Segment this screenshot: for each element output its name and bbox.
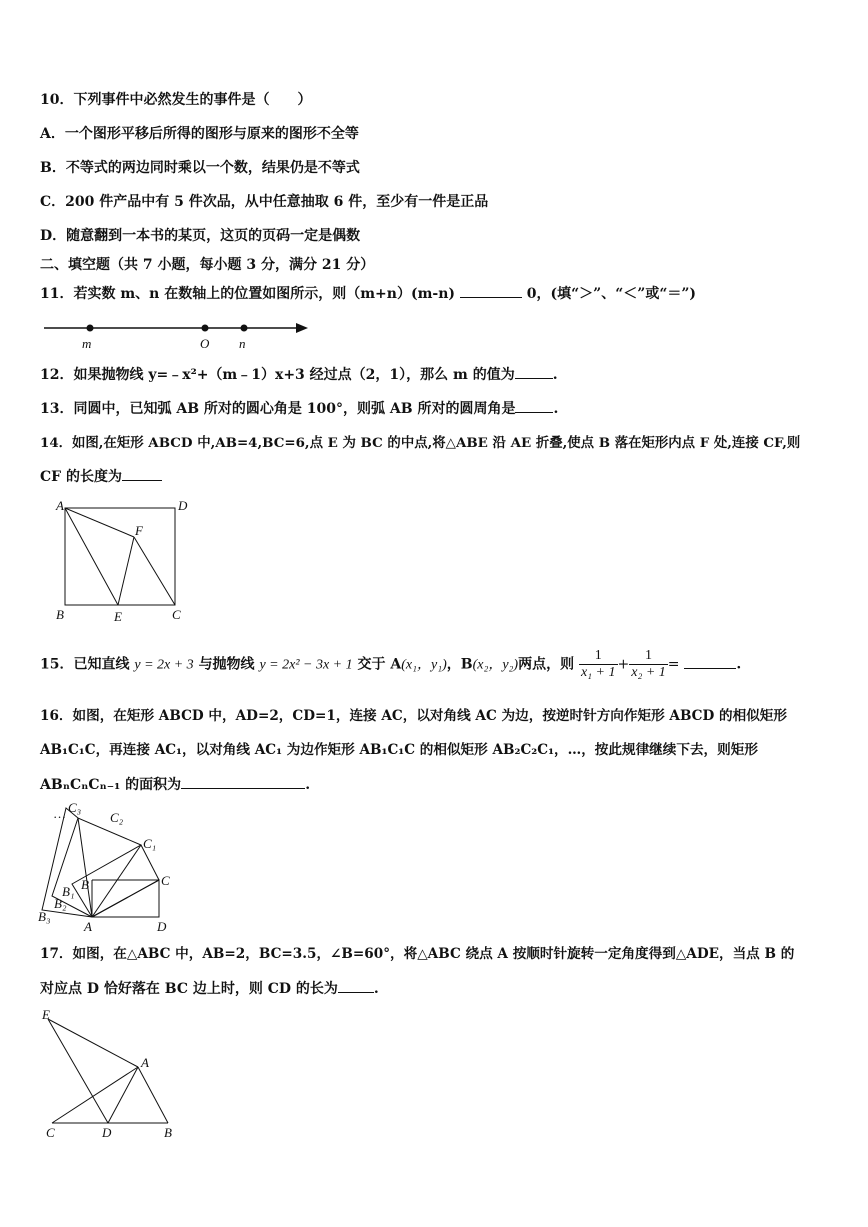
label-a: A — [56, 498, 64, 513]
q10-option-a: A．一个图形平移后所得的图形与原来的图形不全等 — [40, 126, 359, 142]
label-m: m — [82, 336, 92, 351]
q17-line2-end: . — [373, 981, 379, 997]
q12-answer-blank[interactable] — [515, 364, 553, 379]
q13-answer-blank[interactable] — [515, 398, 553, 413]
q14-figure — [52, 495, 192, 627]
segment-fe — [118, 537, 134, 605]
q12-text-b: . — [552, 367, 558, 383]
q17-line2-text: 对应点 D 恰好落在 BC 边上时，则 CD 的长为 — [40, 981, 338, 997]
label-e: E — [114, 609, 122, 624]
fraction-1-denominator: x₁ + 1 — [580, 665, 616, 680]
q16-line3-end: . — [305, 777, 311, 793]
label-a: A — [84, 919, 92, 934]
q17-answer-blank[interactable] — [338, 978, 374, 993]
point-m — [87, 325, 94, 332]
q15-intersect: 交于 A — [357, 656, 402, 673]
label-d: D — [178, 498, 188, 513]
point-n — [241, 325, 248, 332]
q12-text — [40, 364, 838, 385]
q15-text — [40, 648, 838, 682]
q11-answer-blank[interactable] — [460, 283, 522, 298]
q12-text-a: 12．如果抛物线 y=﹣x²+（m﹣1）x+3 经过点（2，1），那么 m 的值为 — [40, 367, 515, 383]
q15-point-a: (x₁，y₁) — [401, 657, 447, 673]
point-o — [202, 325, 209, 332]
q15-prefix: 15．已知直线 — [40, 656, 130, 673]
q10-option-c: C．200 件产品中有 5 件次品，从中任意抽取 6 件，至少有一件是正品 — [40, 194, 489, 210]
label-c: C — [172, 607, 181, 622]
fraction-2-numerator: 1 — [629, 648, 668, 665]
label-d: D — [102, 1125, 112, 1140]
segment-da — [108, 1067, 138, 1123]
label-e: E — [42, 1007, 50, 1022]
q16-line1: 16．如图，在矩形 ABCD 中，AD=2，CD=1，连接 AC，以对角线 AC 为边，按逆时针方向作矩形 ABCD 的相似矩形 — [40, 708, 787, 724]
fraction-2-denominator: x₂ + 1 — [631, 665, 666, 680]
q13-text — [40, 398, 838, 419]
label-b: B — [81, 877, 89, 892]
label-c: C — [161, 873, 170, 888]
rectangle-abcd-top-right — [65, 508, 175, 605]
q17-line2 — [40, 978, 838, 999]
q11-number-line — [40, 312, 320, 352]
q14-line2-text: CF 的长度为 — [40, 469, 122, 485]
q11-text — [40, 283, 838, 304]
label-dots: … — [54, 806, 66, 821]
q15-mid: 与抛物线 — [198, 656, 255, 673]
label-n: n — [239, 336, 246, 351]
segment-af — [65, 508, 134, 537]
label-c1: C₁ — [143, 836, 157, 851]
label-f: F — [135, 523, 143, 538]
q11-text-b: 0，(填“＞”、“＜”或“＝”) — [526, 286, 697, 302]
q15-parabola-equation: y = 2x² − 3x + 1 — [259, 657, 353, 673]
q16-line2: AB₁C₁C，再连接 AC₁，以对角线 AC₁ 为边作矩形 AB₁C₁C 的相似矩形 AB₂C₂C₁，…，按此规律继续下去，则矩形 — [40, 742, 758, 758]
segment-fc — [134, 537, 175, 605]
segment-ab — [138, 1067, 168, 1123]
label-c3: C₃ — [68, 800, 82, 815]
label-c2: C₂ — [110, 810, 124, 825]
label-a: A — [141, 1055, 149, 1070]
q14-line1: 14．如图,在矩形 ABCD 中,AB=4,BC=6,点 E 为 BC 的中点,将△ABE 沿 AE 折叠,使点 B 落在矩形内点 F 处,连接 CF,则 — [40, 435, 801, 451]
q11-text-a: 11．若实数 m、n 在数轴上的位置如图所示，则（m+n）(m-n) — [40, 286, 455, 302]
q15-plus: + — [617, 656, 630, 673]
q14-answer-blank[interactable] — [122, 466, 162, 481]
label-b2: B₂ — [54, 896, 67, 911]
q15-end: . — [736, 656, 742, 673]
q15-point-b: (x₂，y₂) — [472, 657, 519, 673]
q16-figure — [36, 800, 186, 935]
q16-line3 — [40, 774, 838, 795]
label-c: C — [46, 1125, 55, 1140]
q13-text-a: 13．同圆中，已知弧 AB 所对的圆心角是 100°，则弧 AB 所对的圆周角是 — [40, 401, 516, 417]
q10-option-d: D．随意翻到一本书的某页，这页的页码一定是偶数 — [40, 228, 361, 244]
label-b3: B₃ — [38, 909, 51, 924]
q17-figure — [38, 1005, 188, 1141]
q13-text-b: . — [553, 401, 559, 417]
label-o: O — [200, 336, 210, 351]
q15-fraction-1 — [579, 648, 618, 681]
q15-equals: = — [667, 656, 680, 673]
segment-ca — [52, 1067, 138, 1123]
label-b1: B₁ — [62, 884, 75, 899]
q16-line3-text: ABₙCₙCₙ₋₁ 的面积为 — [40, 777, 182, 793]
q17-line1: 17．如图，在△ABC 中，AB=2，BC=3.5，∠B=60°，将△ABC 绕点 A 按顺时针旋转一定角度得到△ADE，当点 B 的 — [40, 946, 795, 962]
q15-fraction-2 — [629, 648, 668, 681]
q14-line2 — [40, 466, 838, 487]
diagonal-ac1 — [92, 845, 141, 917]
q10-option-b: B．不等式的两边同时乘以一个数，结果仍是不等式 — [40, 160, 360, 176]
segment-ae — [65, 508, 118, 605]
diagonal-ac2 — [78, 818, 92, 917]
label-b: B — [56, 607, 64, 622]
label-b: B — [164, 1125, 172, 1140]
arrow-right-icon — [296, 323, 308, 333]
section-header: 二、填空题（共 7 小题，每小题 3 分，满分 21 分） — [40, 257, 375, 273]
q15-line-equation: y = 2x + 3 — [134, 657, 194, 673]
label-d: D — [157, 919, 167, 934]
diagonal-ac — [92, 880, 159, 917]
q15-suffix: 两点，则 — [518, 656, 575, 673]
fraction-1-numerator: 1 — [579, 648, 618, 665]
q15-point-b-label: ，B — [446, 656, 473, 673]
q10-stem: 10．下列事件中必然发生的事件是（ ） — [40, 92, 312, 108]
q16-answer-blank[interactable] — [181, 774, 305, 789]
q15-answer-blank[interactable] — [684, 654, 736, 669]
